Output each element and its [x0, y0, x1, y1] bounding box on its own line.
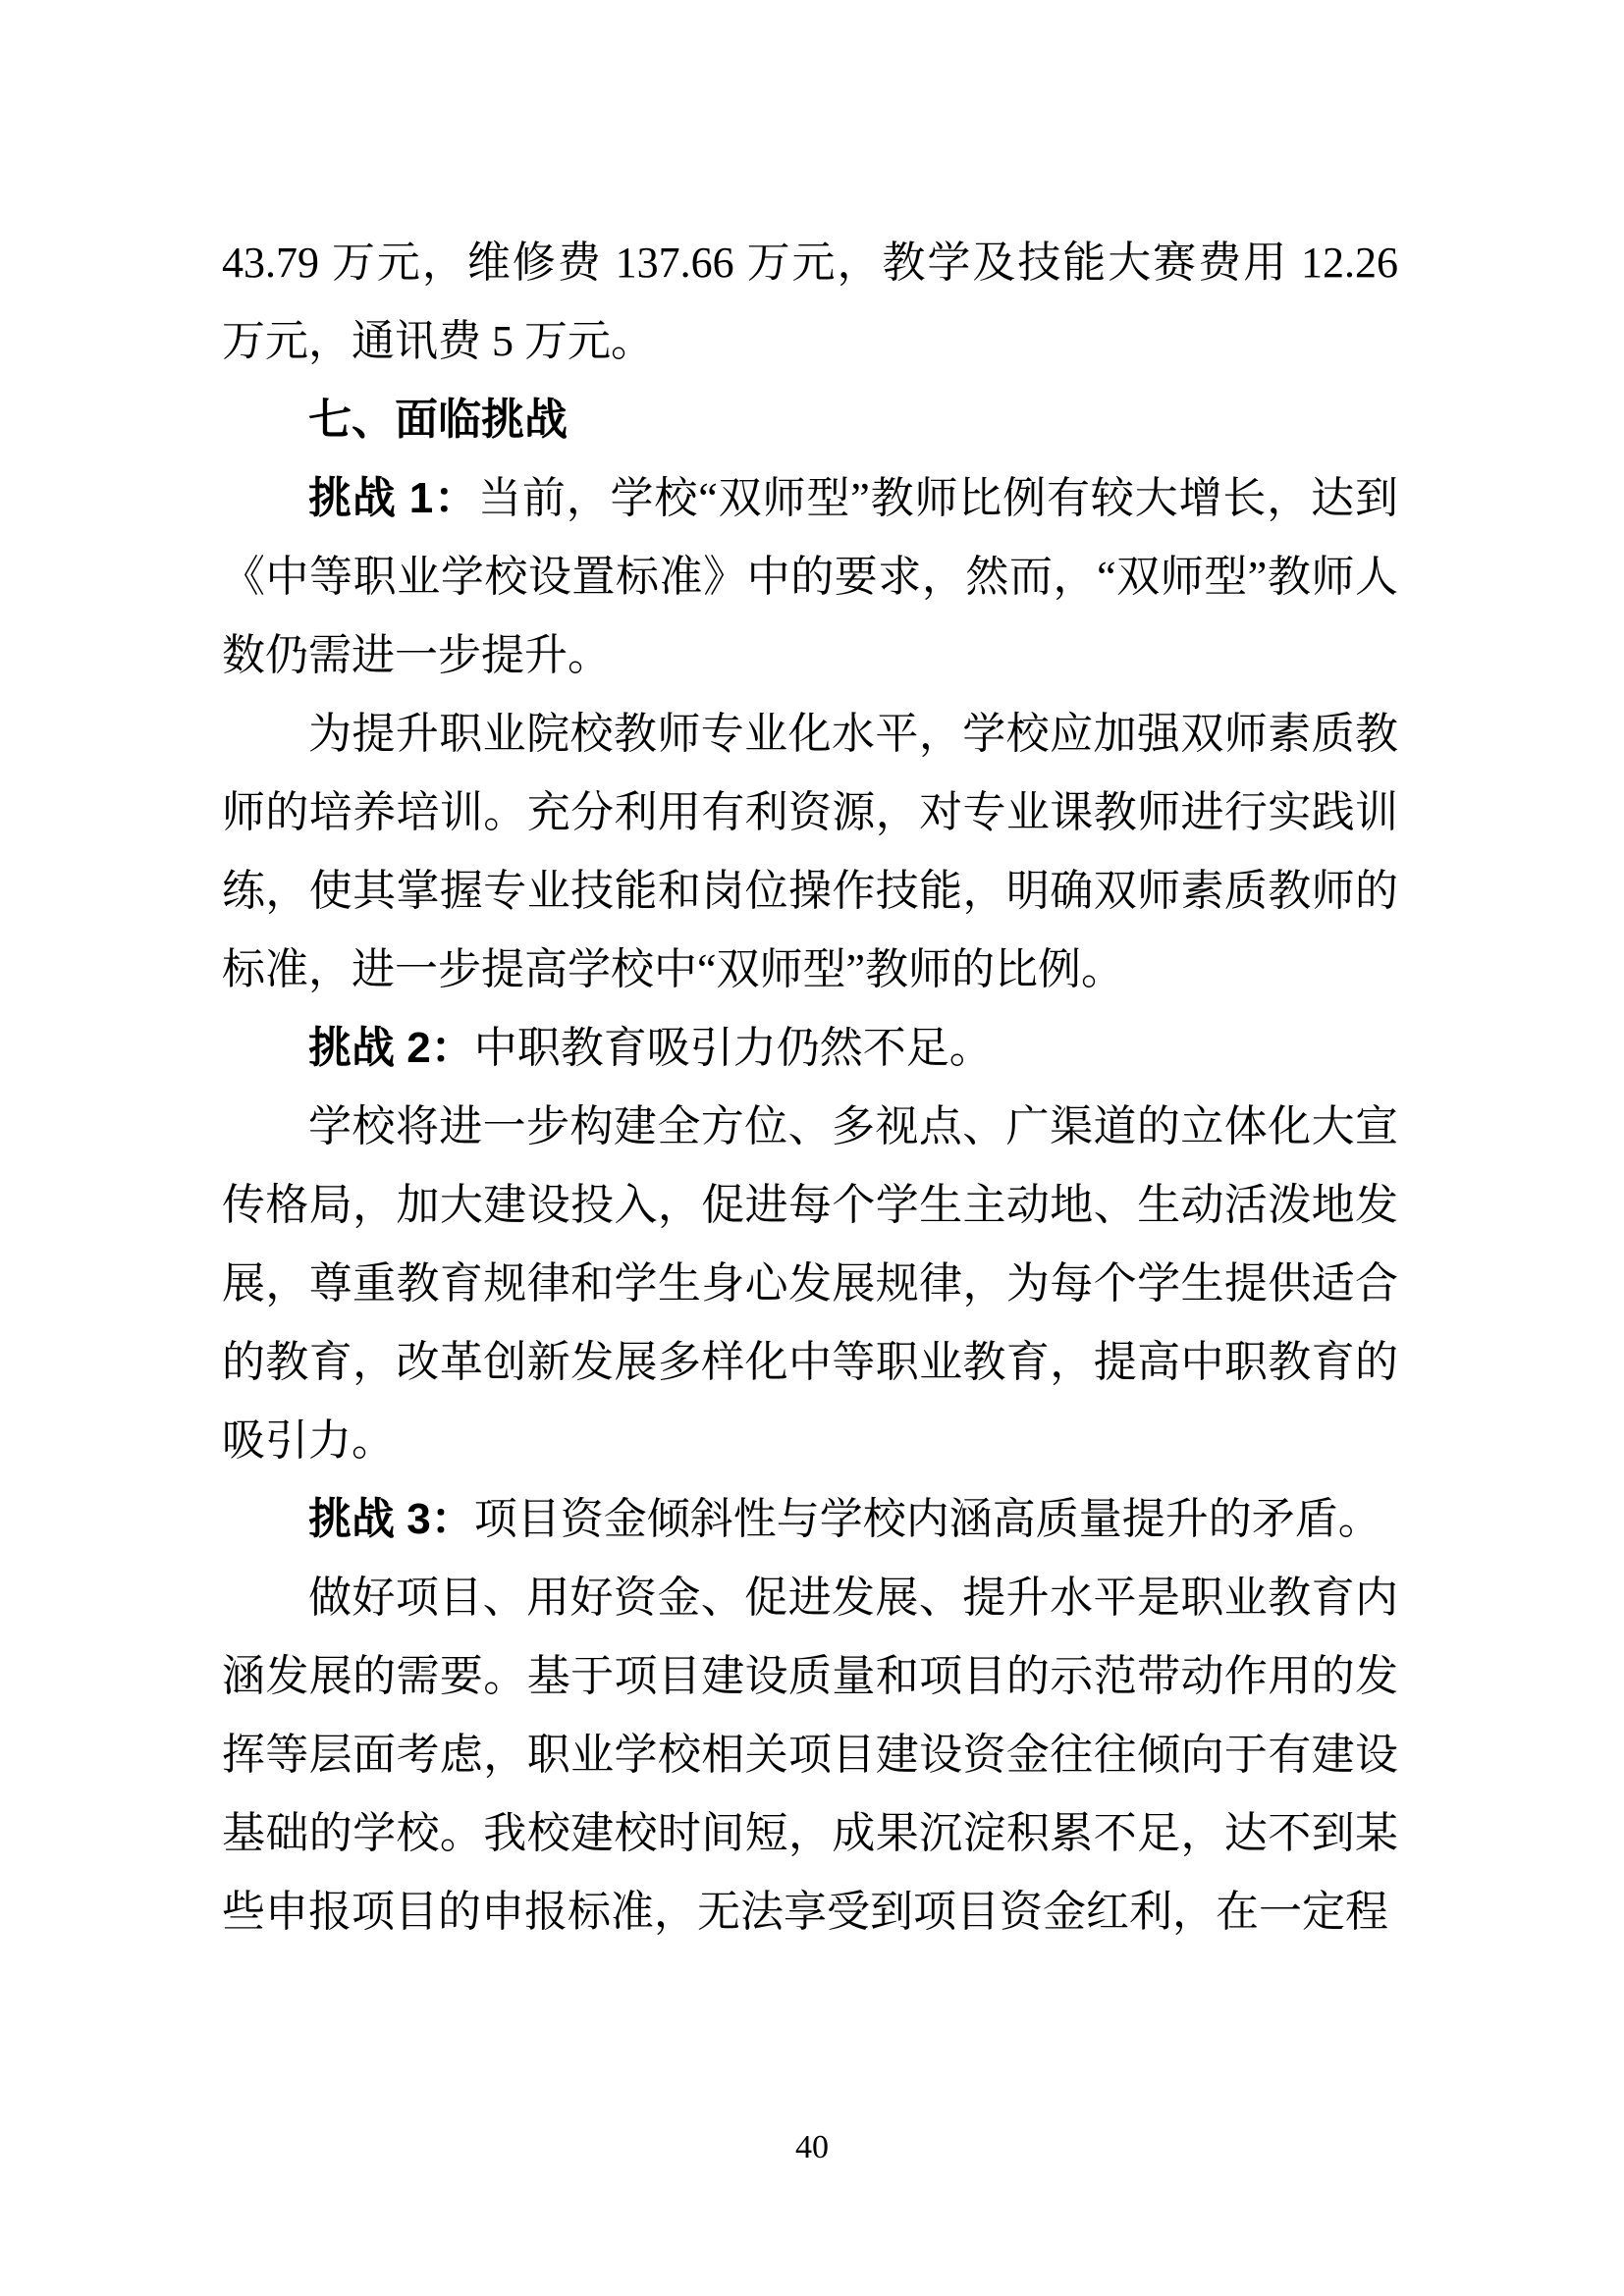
paragraph: [222, 459, 1398, 695]
section-heading: [222, 381, 1398, 459]
paragraph: [222, 224, 1398, 381]
bold-text-run: 挑战 1：: [308, 474, 478, 522]
text-run: 为提升职业院校教师专业化水平，学校应加强双师素质教师的培养培训。充分利用有利资源，对专业课教师进行实践训练，使其掌握专业技能和岗位操作技能，明确双师素质教师的标准，进一步提高学校中“双师型”教师的比例。: [222, 710, 1398, 993]
text-run: 做好项目、用好资金、促进发展、提升水平是职业教育内涵发展的需要。基于项目建设质量和项目的示范带动作用的发挥等层面考虑，职业学校相关项目建设资金往往倾向于有建设基础的学校。我校建校时间短，成果沉淀积累不足，达不到某些申报项目的申报标准，无法享受到项目资金红利，在一定程: [222, 1574, 1398, 1936]
page-number: 40: [795, 2129, 829, 2165]
paragraph: [222, 695, 1398, 1009]
text-run: 项目资金倾斜性与学校内涵高质量提升的矛盾。: [473, 1495, 1381, 1543]
paragraph: [222, 1480, 1398, 1559]
text-run: 43.79 万元，维修费 137.66 万元，教学及技能大赛费用 12.26 万元，通讯费 5 万元。: [222, 239, 1398, 365]
paragraph: [222, 1559, 1398, 1951]
paragraph: [222, 1088, 1398, 1480]
bold-text-run: 七、面临挑战: [308, 396, 568, 444]
text-run: 当前，学校“双师型”教师比例有较大增长，达到《中等职业学校设置标准》中的要求，然而，“双师型”教师人数仍需进一步提升。: [222, 474, 1398, 679]
text-run: 中职教育吸引力仍然不足。: [473, 1024, 993, 1072]
text-body: [222, 224, 1398, 1951]
bold-text-run: 挑战 3：: [308, 1495, 474, 1543]
paragraph: [222, 1009, 1398, 1088]
text-run: 学校将进一步构建全方位、多视点、广渠道的立体化大宣传格局，加大建设投入，促进每个学生主动地、生动活泼地发展，尊重教育规律和学生身心发展规律，为每个学生提供适合的教育，改革创新发展多样化中等职业教育，提高中职教育的吸引力。: [222, 1102, 1398, 1465]
bold-text-run: 挑战 2：: [308, 1024, 474, 1072]
